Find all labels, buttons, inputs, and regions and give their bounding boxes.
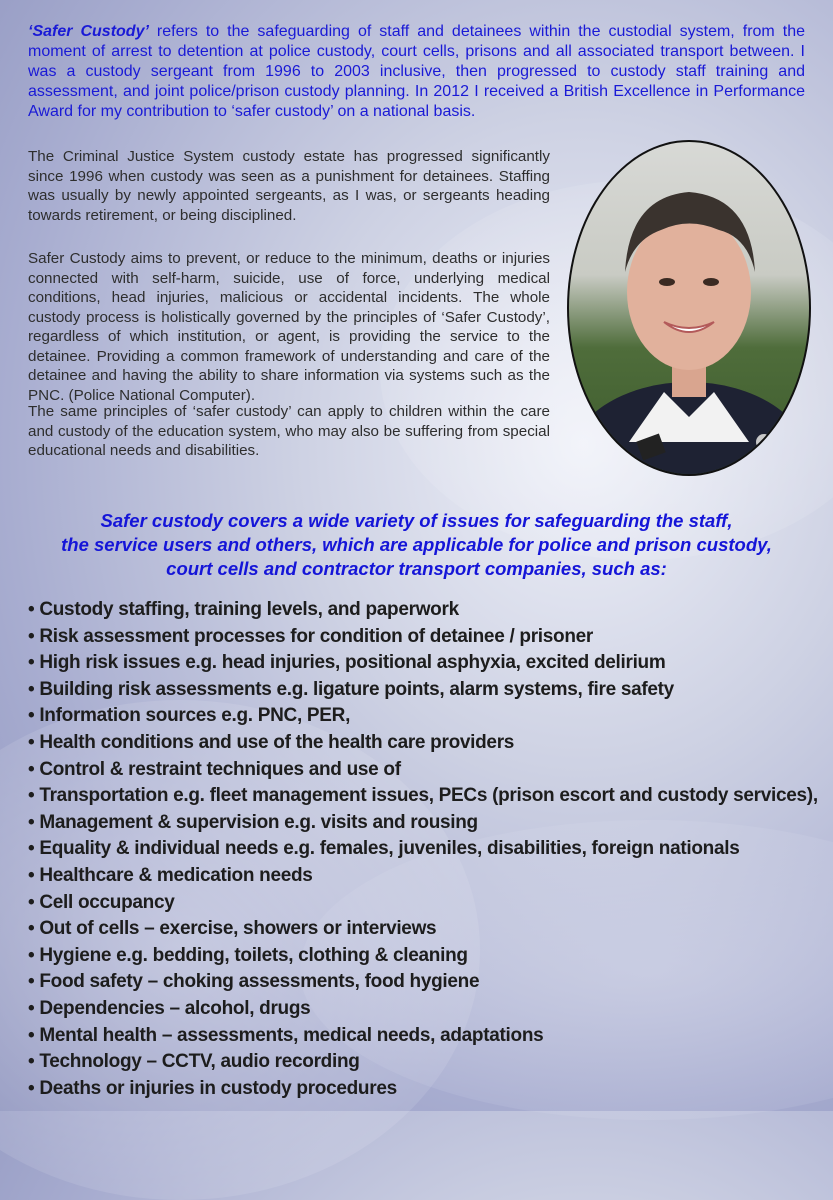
intro-lead: ‘Safer Custody’ — [28, 23, 149, 40]
issues-list — [28, 597, 818, 1102]
highlight-line: the service users and others, which are applicable for police and prison custody, — [61, 534, 772, 555]
portrait-photo — [567, 140, 811, 476]
list-item: • Health conditions and use of the health care providers — [28, 731, 515, 753]
intro-paragraph — [28, 22, 805, 122]
list-item: • High risk issues e.g. head injuries, positional asphyxia, excited delirium — [28, 652, 666, 674]
list-item: • Equality & individual needs e.g. females, juveniles, disabilities, foreign nationals — [28, 838, 740, 860]
highlight-line: court cells and contractor transport companies, such as: — [166, 558, 667, 579]
list-item: • Management & supervision e.g. visits and rousing — [28, 811, 478, 833]
list-item: • Information sources e.g. PNC, PER, — [28, 705, 351, 727]
intro-text: refers to the safeguarding of staff and detainees within the custodial system, from the moment of arrest to detention at police custody, court cells, prisons and all associated transport between. I was a custody sergeant from 1996 to 2003 inclusive, then progressed to custody staff training and assessment, and joint police/prison custody planning. In 2012 I received a British Excellence in Performance Award for my contribution to ‘safer custody’ on a national basis. — [28, 23, 806, 120]
body-paragraph-history: The Criminal Justice System custody estate has progressed significantly since 1996 when custody was seen as a punishment for detainees. Staffing was usually by newly appointed sergeants, as I was, or sergeants heading towards retirement, or being disciplined. — [28, 148, 550, 224]
list-item: • Building risk assessments e.g. ligature points, alarm systems, fire safety — [28, 678, 674, 700]
list-item: • Out of cells – exercise, showers or interviews — [28, 918, 437, 940]
portrait-illustration — [569, 142, 809, 474]
list-item: • Hygiene e.g. bedding, toilets, clothing & cleaning — [28, 944, 468, 966]
highlight-line: Safer custody covers a wide variety of issues for safeguarding the staff, — [100, 510, 733, 531]
body-paragraph-education: The same principles of ‘safer custody’ can apply to children within the care and custody of the education system, who may also be suffering from special educational needs and disabilities. — [28, 403, 550, 459]
list-item: • Food safety – choking assessments, food hygiene — [28, 971, 480, 993]
list-item: • Healthcare & medication needs — [28, 864, 313, 886]
list-item: • Cell occupancy — [28, 891, 175, 913]
list-item: • Custody staffing, training levels, and paperwork — [28, 599, 459, 620]
list-item: • Control & restraint techniques and use of — [28, 758, 401, 780]
list-item: • Technology – CCTV, audio recording — [28, 1051, 360, 1073]
list-item: • Dependencies – alcohol, drugs — [28, 997, 311, 1019]
list-item: • Mental health – assessments, medical needs, adaptations — [28, 1024, 544, 1046]
list-item: • Transportation e.g. fleet management issues, PECs (prison escort and custody services), — [28, 785, 818, 807]
body-paragraph-aims: Safer Custody aims to prevent, or reduce to the minimum, deaths or injuries connected with self-harm, suicide, use of force, underlying medical conditions, head injuries, malicious or accidental incidents. The whole custody process is holistically governed by the principles of ‘Safer Custody’, regardless of which institution, or agent, is providing the service to the detainee. Providing a common framework of understanding and care of the detainee and having the ability to share information via systems such as the PNC. (Police National Computer). — [28, 250, 550, 404]
list-item: • Deaths or injuries in custody procedures — [28, 1077, 397, 1099]
highlight-statement — [20, 509, 813, 581]
list-item: • Risk assessment processes for condition of detainee / prisoner — [28, 625, 594, 647]
